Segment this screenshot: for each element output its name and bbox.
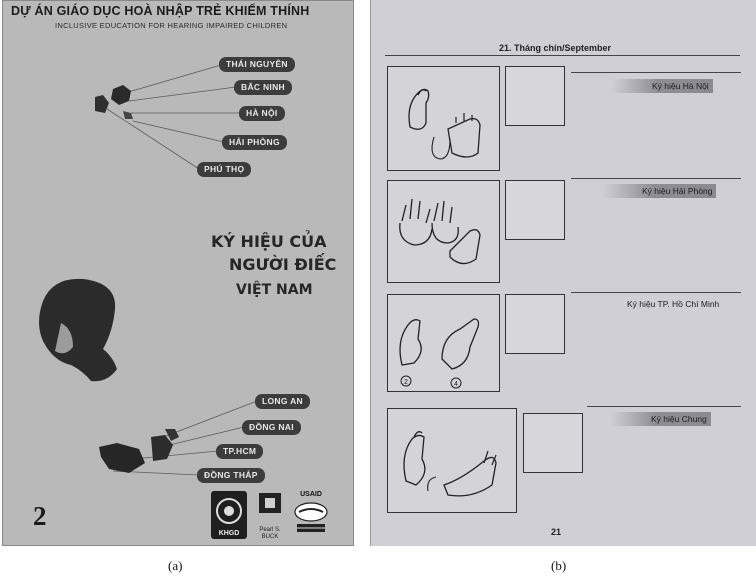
headline-line-3: VIỆT NAM bbox=[236, 282, 313, 298]
sign-label: Ký hiệu Chung bbox=[611, 412, 711, 426]
girl-silhouette bbox=[39, 279, 117, 381]
row-rule bbox=[571, 72, 741, 73]
province-tag: HÀ NỘI bbox=[239, 106, 285, 121]
row-rule bbox=[571, 178, 741, 179]
province-tag: BẮC NINH bbox=[234, 80, 292, 95]
province-tag: ĐỒNG THÁP bbox=[197, 468, 265, 483]
north-map-piece bbox=[95, 95, 109, 113]
usaid-logo: USAID bbox=[293, 491, 329, 535]
province-tag: TP.HCM bbox=[216, 444, 263, 459]
sign-illustration bbox=[387, 66, 500, 171]
step-mark: 4 bbox=[454, 381, 458, 388]
cover-subtitle: INCLUSIVE EDUCATION FOR HEARING IMPAIRED CHILDREN bbox=[55, 21, 288, 30]
headline-line-1: KÝ HIỆU CỦA bbox=[211, 232, 327, 251]
page-number: 21 bbox=[551, 527, 562, 537]
sign-label: Ký hiệu Hà Nội bbox=[612, 79, 713, 93]
practice-box bbox=[505, 66, 565, 126]
sign-label: Ký hiệu Hải Phòng bbox=[602, 184, 716, 198]
north-map-piece bbox=[123, 111, 133, 119]
province-tag: ĐỒNG NAI bbox=[242, 420, 301, 435]
north-map-piece bbox=[111, 85, 131, 105]
cover-title: DỰ ÁN GIÁO DỤC HOÀ NHẬP TRẺ KHIẾM THÍNH bbox=[11, 4, 310, 18]
khgd-logo: KHGD bbox=[211, 491, 247, 539]
header-rule bbox=[385, 55, 740, 56]
practice-box bbox=[505, 180, 565, 240]
sign-illustration bbox=[387, 408, 517, 513]
practice-box bbox=[505, 294, 565, 354]
province-tag: THÁI NGUYÊN bbox=[219, 57, 295, 72]
pearl-buck-logo: Pearl S. BUCK bbox=[255, 489, 285, 541]
sign-label: Ký hiệu TP. Hồ Chí Minh bbox=[627, 299, 720, 309]
caption-a: (a) bbox=[168, 558, 183, 573]
volume-number: 2 bbox=[33, 501, 47, 531]
book-cover bbox=[2, 0, 354, 546]
row-rule bbox=[587, 406, 741, 407]
province-tag: LONG AN bbox=[255, 394, 310, 409]
sign-illustration bbox=[387, 180, 500, 283]
province-tag: PHÚ THỌ bbox=[197, 162, 251, 177]
book-page bbox=[370, 0, 756, 546]
step-mark: 2 bbox=[404, 379, 408, 386]
row-rule bbox=[571, 292, 741, 293]
south-map-piece bbox=[99, 443, 145, 473]
headline-line-2: NGƯỜI ĐIẾC bbox=[229, 255, 337, 274]
practice-box bbox=[523, 413, 583, 473]
caption-b: (b) bbox=[551, 558, 567, 573]
south-map-piece bbox=[151, 435, 173, 461]
province-tag: HẢI PHÒNG bbox=[222, 135, 287, 150]
sign-illustration bbox=[387, 294, 500, 392]
page-header: 21. Tháng chín/September bbox=[499, 43, 612, 53]
